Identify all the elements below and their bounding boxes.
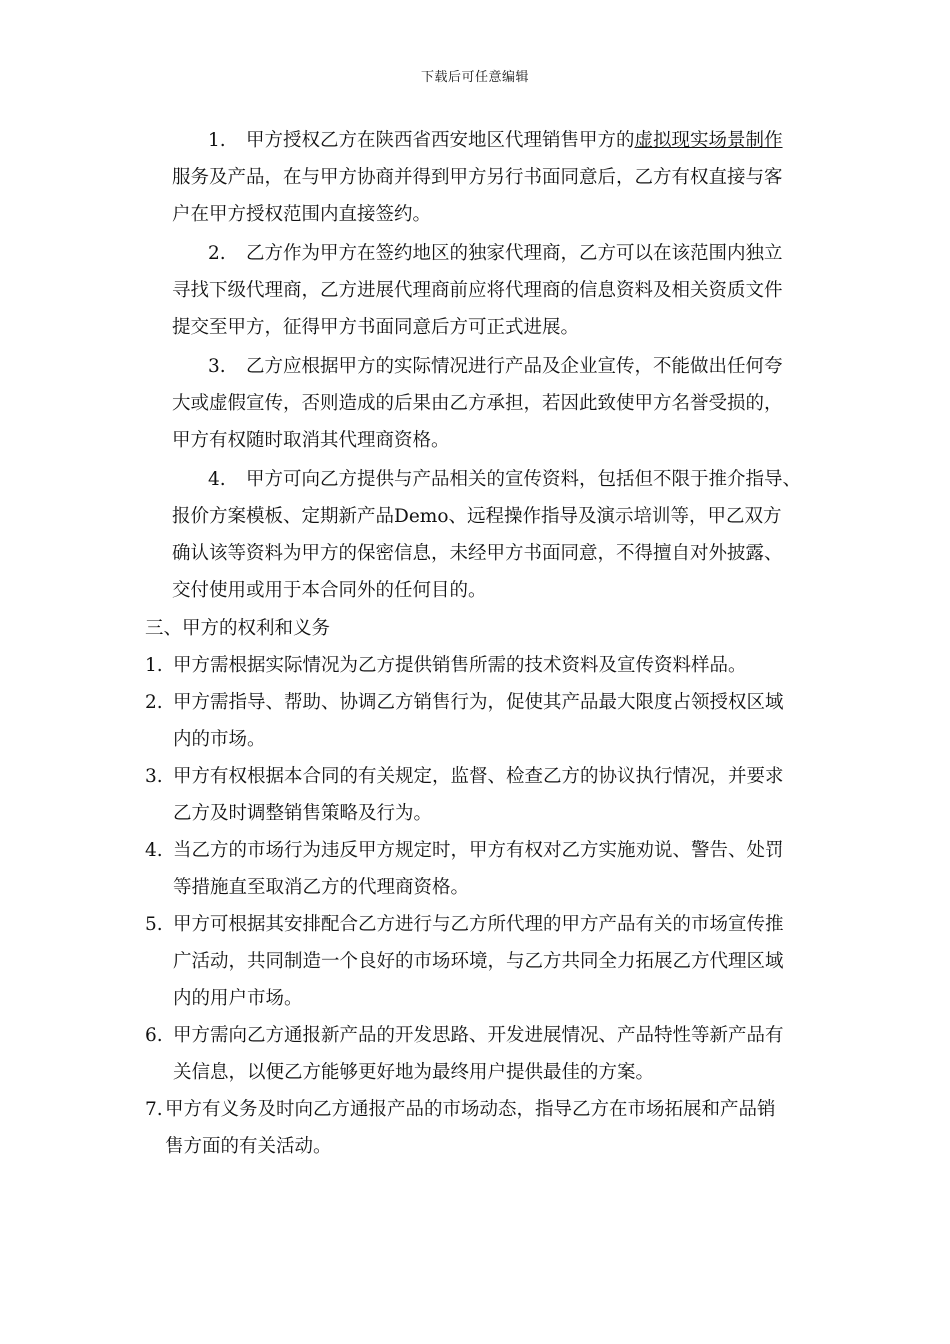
item-number: 2. <box>145 692 163 713</box>
clause-text: 甲方授权乙方在陕西省西安地区代理销售甲方的 <box>246 130 635 151</box>
section-title: 三、甲方的权利和义务 <box>145 618 331 639</box>
item-text: 乙方及时调整销售策略及行为。 <box>173 803 433 824</box>
item-text: 甲方可根据其安排配合乙方进行与乙方所代理的甲方产品有关的市场宣传推 <box>173 914 784 935</box>
item-number: 6. <box>145 1025 163 1046</box>
clause-text: 交付使用或用于本合同外的任何目的。 <box>172 580 487 601</box>
clause-text: 甲方有权随时取消其代理商资格。 <box>172 430 450 451</box>
clause-text: 报价方案模板、定期新产品Demo、远程操作指导及演示培训等，甲乙双方 <box>172 506 782 527</box>
clause-3 <box>172 348 783 459</box>
clause-number: 2. <box>208 243 226 264</box>
item-text: 当乙方的市场行为违反甲方规定时，甲方有权对乙方实施劝说、警告、处罚 <box>173 840 784 861</box>
clause-text: 甲方可向乙方提供与产品相关的宣传资料，包括但不限于推介指导、 <box>246 469 802 490</box>
item-text: 甲方需向乙方通报新产品的开发思路、开发进展情况、产品特性等新产品有 <box>173 1025 784 1046</box>
obligation-1 <box>145 647 747 684</box>
clause-text: 提交至甲方，征得甲方书面同意后方可正式进展。 <box>172 317 580 338</box>
item-text: 等措施直至取消乙方的代理商资格。 <box>173 877 470 898</box>
clause-2 <box>172 235 783 346</box>
obligation-3 <box>145 758 784 832</box>
clause-1 <box>172 122 783 233</box>
clause-text: 乙方应根据甲方的实际情况进行产品及企业宣传，不能做出任何夸 <box>246 356 783 377</box>
item-number: 3. <box>145 766 163 787</box>
item-number: 1. <box>145 655 163 676</box>
item-text: 甲方有权根据本合同的有关规定，监督、检查乙方的协议执行情况，并要求 <box>173 766 784 787</box>
item-number: 5. <box>145 914 163 935</box>
item-text: 内的市场。 <box>173 729 266 750</box>
obligation-6 <box>145 1017 784 1091</box>
clause-text: 乙方作为甲方在签约地区的独家代理商，乙方可以在该范围内独立 <box>246 243 783 264</box>
clause-text: 服务及产品，在与甲方协商并得到甲方另行书面同意后，乙方有权直接与客 <box>172 167 783 188</box>
clause-number: 3. <box>208 356 226 377</box>
item-text: 内的用户市场。 <box>173 988 303 1009</box>
underlined-term: 虚拟现实场景制作 <box>634 130 783 151</box>
obligation-2 <box>145 684 784 758</box>
item-text: 甲方有义务及时向乙方通报产品的市场动态，指导乙方在市场拓展和产品销 <box>165 1099 776 1120</box>
clause-text: 大或虚假宣传，否则造成的后果由乙方承担，若因此致使甲方名誉受损的， <box>172 393 783 414</box>
page-header: 下载后可任意编辑 <box>420 70 529 85</box>
clause-number: 4. <box>208 469 226 490</box>
item-text: 甲方需根据实际情况为乙方提供销售所需的技术资料及宣传资料样品。 <box>173 655 747 676</box>
clause-text: 寻找下级代理商，乙方进展代理商前应将代理商的信息资料及相关资质文件 <box>172 280 783 301</box>
obligation-5 <box>145 906 784 1017</box>
item-number: 4. <box>145 840 163 861</box>
item-number: 7. <box>145 1099 163 1120</box>
item-text: 甲方需指导、帮助、协调乙方销售行为，促使其产品最大限度占领授权区域 <box>173 692 784 713</box>
obligation-7 <box>145 1091 776 1165</box>
obligation-4 <box>145 832 784 906</box>
clause-number: 1. <box>208 130 226 151</box>
item-text: 广活动，共同制造一个良好的市场环境，与乙方共同全力拓展乙方代理区域 <box>173 951 784 972</box>
clause-4 <box>172 461 801 609</box>
item-text: 关信息，以便乙方能够更好地为最终用户提供最佳的方案。 <box>173 1062 655 1083</box>
clause-text: 户在甲方授权范围内直接签约。 <box>172 204 432 225</box>
item-text: 售方面的有关活动。 <box>165 1136 332 1157</box>
clause-text: 确认该等资料为甲方的保密信息，未经甲方书面同意，不得擅自对外披露、 <box>172 543 783 564</box>
